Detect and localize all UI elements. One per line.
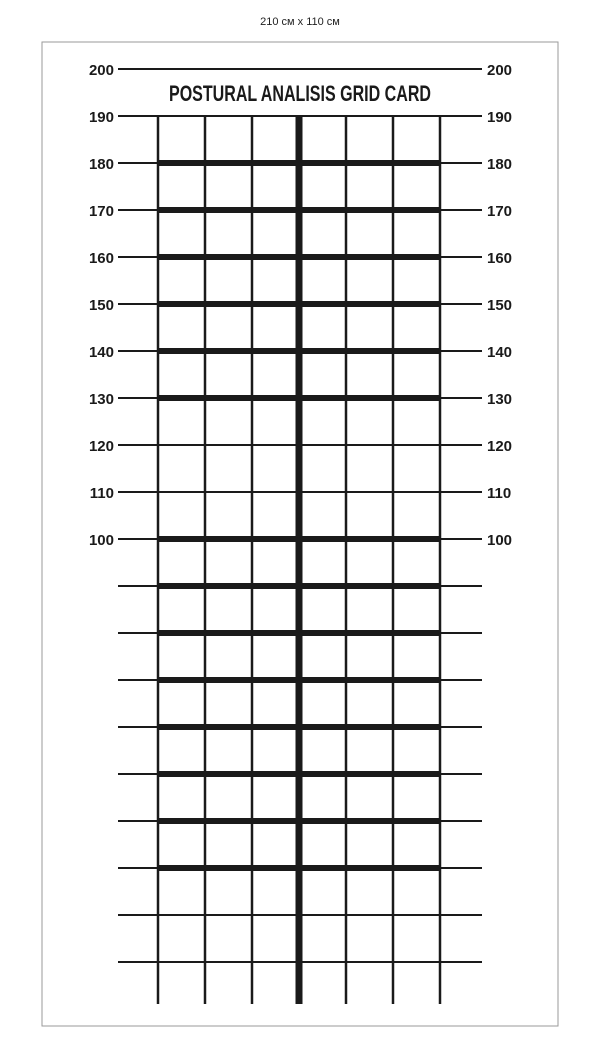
scale-label-right: 150 xyxy=(487,297,513,314)
card-dimensions-label: 210 см х 110 см xyxy=(260,16,340,28)
scale-label-right: 190 xyxy=(487,109,513,126)
scale-label-right: 130 xyxy=(487,391,513,408)
scale-label-left: 190 xyxy=(88,109,114,126)
scale-label-right: 200 xyxy=(487,62,513,79)
scale-label-right: 140 xyxy=(487,344,513,361)
scale-label-left: 160 xyxy=(88,250,114,267)
scale-label-left: 200 xyxy=(88,62,114,79)
card-title: POSTURAL ANALISIS GRID CARD xyxy=(169,81,431,106)
scale-label-left: 170 xyxy=(88,203,114,220)
scale-label-right: 180 xyxy=(487,156,513,173)
scale-label-left: 130 xyxy=(88,391,114,408)
scale-label-right: 120 xyxy=(487,438,513,455)
scale-label-right: 100 xyxy=(487,532,513,549)
scale-label-left: 120 xyxy=(88,438,114,455)
scale-label-left: 100 xyxy=(88,532,114,549)
scale-label-left: 110 xyxy=(89,485,114,502)
scale-label-left: 140 xyxy=(88,344,114,361)
scale-label-left: 180 xyxy=(88,156,114,173)
scale-label-left: 150 xyxy=(88,297,114,314)
scale-label-right: 160 xyxy=(487,250,513,267)
scale-label-right: 170 xyxy=(487,203,513,220)
scale-label-right: 110 xyxy=(487,485,512,502)
